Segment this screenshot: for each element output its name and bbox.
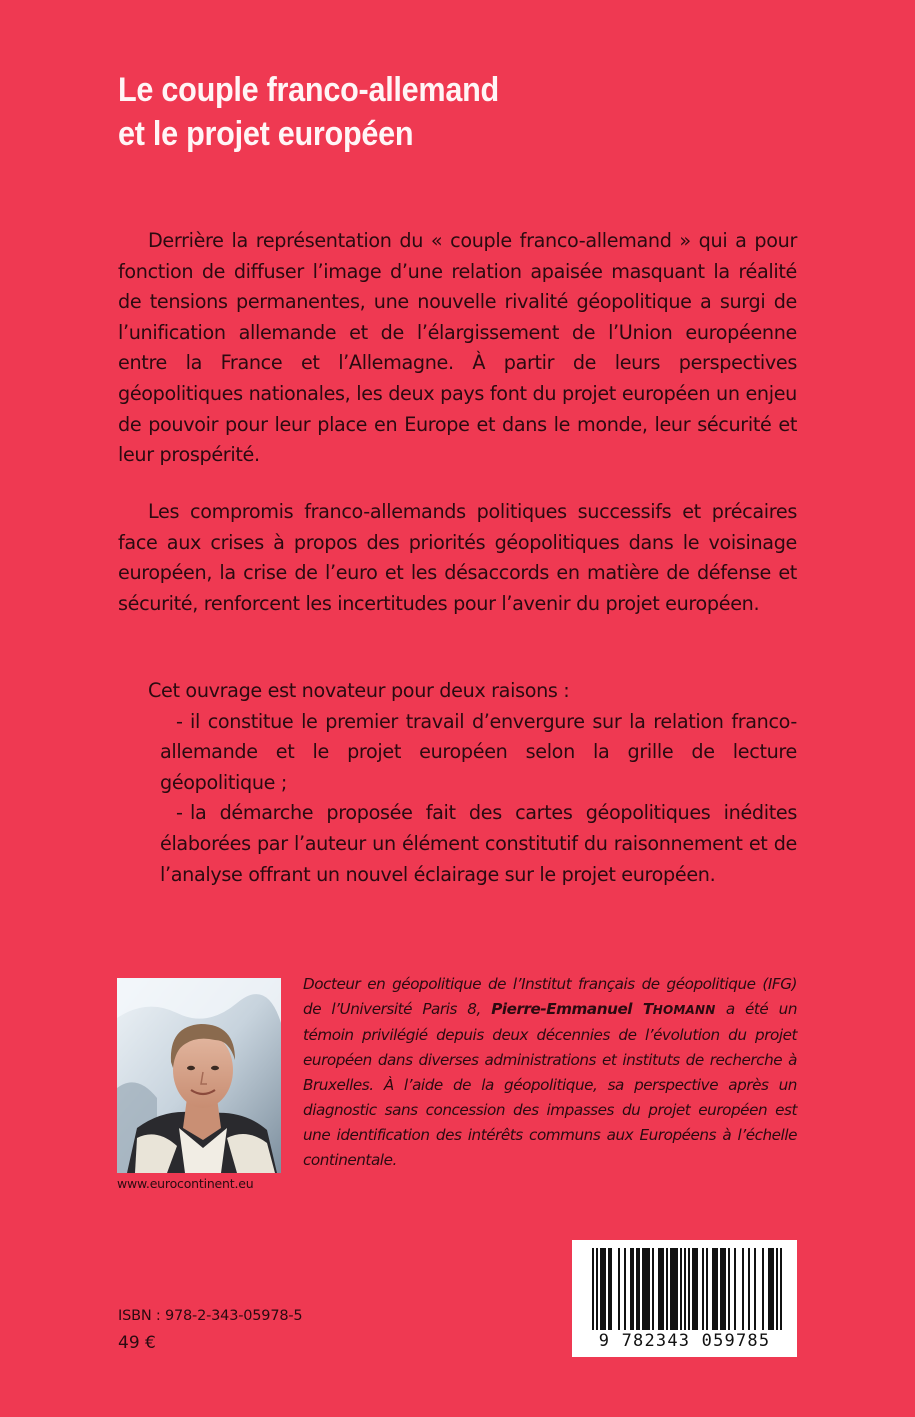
summary-paragraph-2: [118, 497, 797, 619]
barcode-bar: [636, 1248, 638, 1330]
barcode-bar: [662, 1248, 664, 1330]
barcode-bar: [742, 1248, 744, 1330]
barcode-bar: [602, 1248, 604, 1330]
barcode-bar: [666, 1248, 668, 1330]
barcode-bar: [610, 1248, 612, 1330]
barcode-bar: [696, 1248, 698, 1330]
list-item-text: la démarche proposée fait des cartes géopolitiques inédites élaborées par l’auteur un élément constitutif du raisonnement et de l’analyse offrant un nouvel éclairage sur le projet européen.: [160, 801, 797, 886]
barcode-bar: [644, 1248, 646, 1330]
barcode-bar: [780, 1248, 782, 1330]
barcode: [572, 1240, 797, 1357]
barcode-bar: [638, 1248, 640, 1330]
list-item: [118, 798, 797, 890]
barcode-bar: [630, 1248, 632, 1330]
barcode-bar: [720, 1248, 722, 1330]
author-bio: [303, 972, 797, 1173]
barcode-bar: [676, 1248, 678, 1330]
bio-text: Docteur en géopolitique de l’Institut français de géopolitique (IFG) de l’Université Paris 8,: [303, 975, 797, 1018]
author-photo: [117, 978, 281, 1173]
barcode-bar: [772, 1248, 774, 1330]
photo-credit: www.eurocontinent.eu: [117, 1176, 254, 1191]
barcode-bar: [674, 1248, 676, 1330]
barcode-bar: [722, 1248, 724, 1330]
title-line-2: et le projet européen: [118, 115, 414, 153]
bullet-dash: -: [176, 801, 183, 825]
barcode-bar: [688, 1248, 690, 1330]
barcode-bar: [702, 1248, 704, 1330]
barcode-bar: [776, 1248, 778, 1330]
barcode-bar: [596, 1248, 598, 1330]
barcode-bar: [714, 1248, 716, 1330]
summary-paragraph-3: [118, 676, 797, 890]
barcode-bar: [642, 1248, 644, 1330]
barcode-bar: [694, 1248, 696, 1330]
barcode-bar: [660, 1248, 662, 1330]
barcode-bar: [716, 1248, 718, 1330]
barcode-bar: [600, 1248, 602, 1330]
barcode-bar: [648, 1248, 650, 1330]
barcode-bar: [734, 1248, 736, 1330]
barcode-bar: [672, 1248, 674, 1330]
author-name: [491, 1000, 715, 1018]
barcode-bar: [608, 1248, 610, 1330]
title-line-1: Le couple franco-allemand: [118, 71, 499, 109]
barcode-bar: [728, 1248, 730, 1330]
barcode-bar: [680, 1248, 682, 1330]
barcode-bar: [706, 1248, 708, 1330]
barcode-digits: 9 782343 059785: [598, 1331, 771, 1351]
barcode-bar: [618, 1248, 620, 1330]
book-title: [118, 68, 694, 156]
barcode-bar: [624, 1248, 626, 1330]
barcode-bar: [754, 1248, 756, 1330]
barcode-bar: [692, 1248, 694, 1330]
list-item: [118, 707, 797, 799]
paragraph-text: Derrière la représentation du « couple franco-allemand » qui a pour fonction de diffuser l’image d’une relation apaisée masquant la réalité de tensions permanentes, une nouvelle rivalité géopolitique a surgi de l’unification allemande et de l’élargissement de l’Union européenne entre la France et l’Allemagne. À partir de leurs perspectives géopolitiques nationales, les deux pays font du projet européen un enjeu de pouvoir pour leur place en Europe et dans le monde, leur sécurité et leur prospérité.: [118, 229, 797, 467]
bullet-dash: -: [176, 709, 183, 733]
barcode-bar: [762, 1248, 764, 1330]
isbn: ISBN : 978-2-343-05978-5: [118, 1308, 303, 1324]
barcode-bar: [684, 1248, 686, 1330]
paragraph-text: Les compromis franco-allemands politiques successifs et précaires face aux crises à propos des priorités géopolitiques dans le voisinage européen, la crise de l’euro et les désaccords en matière de défense et sécurité, renforcent les incertitudes pour l’avenir du projet européen.: [118, 500, 797, 615]
list-intro: Cet ouvrage est novateur pour deux raisons :: [148, 679, 570, 702]
author-name-first: Pierre-Emmanuel T: [491, 1000, 653, 1018]
barcode-bar: [658, 1248, 660, 1330]
bio-text: a été un témoin privilégié depuis deux décennies de l’évolution du projet européen dans diverses administrations et instituts de recherche à Bruxelles. À l’aide de la géopolitique, sa perspective après un diagnostic sans concession des impasses du projet européen est une identification des intérêts communs aux Européens à l’échelle continentale.: [303, 1000, 798, 1169]
barcode-bar: [770, 1248, 772, 1330]
barcode-bar: [632, 1248, 634, 1330]
barcode-bar: [646, 1248, 648, 1330]
barcode-bar: [748, 1248, 750, 1330]
author-name-smallcaps: HOMANN: [652, 1003, 716, 1017]
price: 49 €: [118, 1333, 156, 1353]
barcode-bar: [652, 1248, 654, 1330]
barcode-bar: [712, 1248, 714, 1330]
barcode-bar: [724, 1248, 726, 1330]
list-item-text: il constitue le premier travail d’envergure sur la relation franco-allemande et le projet européen selon la grille de lecture géopolitique ;: [160, 709, 797, 794]
summary-paragraph-1: [118, 226, 797, 471]
barcode-bar: [604, 1248, 606, 1330]
barcode-bar: [670, 1248, 672, 1330]
barcode-bar: [768, 1248, 770, 1330]
barcode-bar: [592, 1248, 594, 1330]
